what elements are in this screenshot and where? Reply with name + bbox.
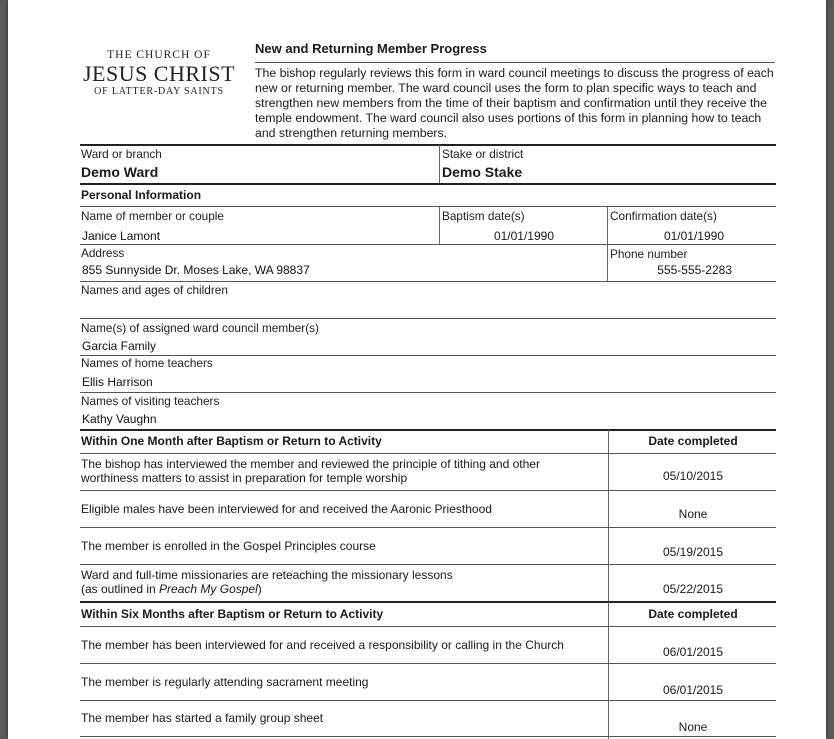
logo-line-3: OF LATTER-DAY SAINTS	[94, 86, 224, 97]
divider	[80, 490, 776, 491]
council-label: Name(s) of assigned ward council member(s)	[81, 321, 319, 335]
task-date: 06/01/2015	[662, 683, 724, 697]
children-label: Names and ages of children	[81, 283, 228, 297]
logo-line-2: JESUS CHRIST	[82, 61, 236, 86]
title-rule	[255, 62, 775, 63]
section1-heading: Within One Month after Baptism or Return to Activity	[81, 434, 382, 448]
task-line: The member has been interviewed for and received a responsibility or calling in the Church	[81, 638, 564, 652]
divider	[80, 206, 776, 207]
council-value: Garcia Family	[82, 339, 157, 353]
form-page	[8, 0, 826, 739]
divider	[80, 392, 776, 393]
task-date: 05/22/2015	[662, 582, 724, 596]
member-name-value: Janice Lamont	[82, 229, 161, 243]
ward-value: Demo Ward	[81, 164, 159, 180]
divider	[608, 602, 609, 739]
logo-line-1: THE CHURCH OF	[107, 49, 211, 61]
visiting-teachers-label: Names of visiting teachers	[81, 394, 220, 408]
divider	[80, 453, 776, 454]
stake-label: Stake or district	[442, 147, 524, 161]
task-line: The member is regularly attending sacrament meeting	[81, 675, 369, 689]
form-intro: The bishop regularly reviews this form in ward council meetings to discuss the progress of each new or returning member. The ward council uses the form to plan specific ways to teach and strengthen new members from the time of their baptism and confirmation until they receive the temple endowment. The ward council also uses portions of this form in planning how to teach and strengthen returning members.	[255, 66, 774, 140]
task-family-group-sheet	[81, 711, 601, 725]
divider	[80, 527, 776, 528]
divider	[80, 700, 776, 701]
phone-value: 555-555-2283	[657, 263, 732, 277]
task-text-emphasis: Preach My Gospel	[159, 582, 258, 596]
divider	[80, 183, 776, 185]
divider	[80, 564, 776, 565]
task-line: Ward and full-time missionaries are reteaching the missionary lessons	[81, 568, 453, 582]
form-title: New and Returning Member Progress	[255, 41, 487, 56]
baptism-label: Baptism date(s)	[442, 209, 525, 223]
task-gospel-principles	[81, 539, 601, 553]
task-line: worthiness matters to assist in preparation for temple worship	[81, 471, 408, 485]
divider	[80, 429, 776, 431]
task-line: The member is enrolled in the Gospel Principles course	[81, 539, 376, 553]
divider	[80, 244, 776, 245]
task-date: 06/01/2015	[662, 645, 724, 659]
task-date: 05/10/2015	[662, 469, 724, 483]
task-date: None	[678, 507, 708, 521]
confirmation-label: Confirmation date(s)	[610, 209, 717, 223]
task-text: )	[257, 582, 262, 596]
divider	[80, 601, 776, 603]
home-teachers-label: Names of home teachers	[81, 356, 213, 370]
phone-label: Phone number	[610, 247, 688, 261]
divider	[80, 281, 776, 282]
task-date: 05/19/2015	[662, 545, 724, 559]
divider	[439, 145, 440, 183]
task-line: Eligible males have been interviewed for and received the Aaronic Priesthood	[81, 502, 492, 516]
task-tithing-interview	[81, 457, 601, 485]
section1-date-heading: Date completed	[648, 434, 738, 448]
personal-heading: Personal Information	[81, 188, 202, 202]
task-line: The member has started a family group sheet	[81, 711, 324, 725]
task-missionary-lessons	[81, 568, 601, 596]
task-aaronic-priesthood	[81, 502, 601, 516]
confirmation-value: 01/01/1990	[663, 229, 724, 243]
address-value: 855 Sunnyside Dr. Moses Lake, WA 98837	[82, 263, 310, 277]
divider	[80, 736, 776, 737]
task-text: (as outlined in	[81, 582, 160, 596]
divider	[439, 207, 440, 244]
divider	[80, 144, 776, 146]
divider	[80, 318, 776, 319]
home-teachers-value: Ellis Harrison	[82, 375, 153, 389]
section2-heading: Within Six Months after Baptism or Return to Activity	[81, 607, 384, 621]
baptism-value: 01/01/1990	[493, 229, 554, 243]
task-sacrament-meeting	[81, 675, 601, 689]
task-date: None	[678, 720, 708, 734]
member-name-label: Name of member or couple	[81, 209, 224, 223]
ward-label: Ward or branch	[81, 147, 162, 161]
task-line: The bishop has interviewed the member and reviewed the principle of tithing and other	[81, 457, 540, 471]
divider	[80, 663, 776, 664]
visiting-teachers-value: Kathy Vaughn	[82, 412, 157, 426]
stake-value: Demo Stake	[442, 164, 523, 180]
task-line	[81, 582, 601, 596]
section2-date-heading: Date completed	[648, 607, 738, 621]
address-label: Address	[81, 246, 125, 260]
task-calling	[81, 638, 601, 652]
church-logo	[80, 49, 238, 97]
divider	[80, 626, 776, 627]
